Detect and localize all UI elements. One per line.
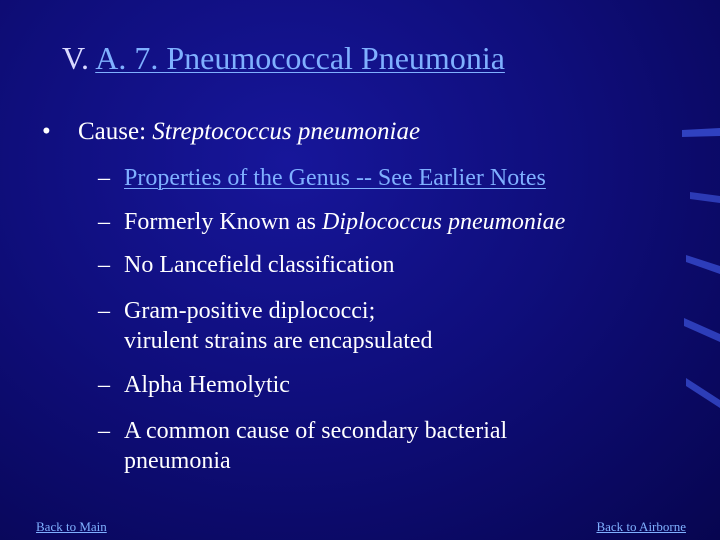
dash-glyph: – (98, 418, 110, 444)
formerly-prefix: Formerly Known as (124, 209, 322, 235)
sub-bullet-gram-positive (98, 296, 433, 356)
slide-title (62, 38, 505, 78)
back-to-airborne-link[interactable]: Back to Airborne (596, 519, 686, 534)
dash-glyph: – (98, 209, 110, 235)
gram-line-1: Gram-positive diplococci; (124, 298, 376, 324)
organism-name: Streptococcus pneumoniae (152, 118, 421, 145)
lancefield-text: No Lancefield classification (124, 252, 395, 278)
dash-glyph: – (98, 252, 110, 278)
former-name: Diplococcus pneumoniae (321, 209, 566, 235)
sub-bullet-lancefield (98, 250, 395, 280)
secondary-line-1: A common cause of secondary bacterial (124, 418, 508, 444)
back-to-main-link[interactable]: Back to Main (36, 519, 107, 534)
right-edge-decoration (682, 0, 720, 540)
genus-properties-link[interactable]: Properties of the Genus -- See Earlier Notes (124, 165, 546, 191)
sub-bullet-genus (98, 163, 546, 193)
cause-label: Cause: (78, 118, 153, 145)
title-link[interactable]: A. 7. Pneumococcal Pneumonia (95, 40, 505, 76)
title-number: V. (62, 40, 89, 76)
deco-stripe (682, 128, 720, 137)
dash-glyph: – (98, 298, 110, 324)
bullet-glyph: • (42, 118, 51, 145)
deco-stripe (684, 318, 720, 342)
sub-bullet-formerly-known (98, 207, 565, 237)
sub-bullet-secondary-cause (98, 416, 507, 476)
hemolytic-text: Alpha Hemolytic (124, 372, 290, 398)
gram-line-2: virulent strains are encapsulated (124, 328, 433, 354)
dash-glyph: – (98, 165, 110, 191)
secondary-line-2: pneumonia (124, 448, 231, 474)
deco-stripe (690, 192, 720, 203)
dash-glyph: – (98, 372, 110, 398)
deco-stripe (686, 255, 720, 274)
main-bullet (42, 116, 420, 148)
deco-stripe (686, 378, 720, 408)
sub-bullet-alpha-hemolytic (98, 370, 290, 400)
